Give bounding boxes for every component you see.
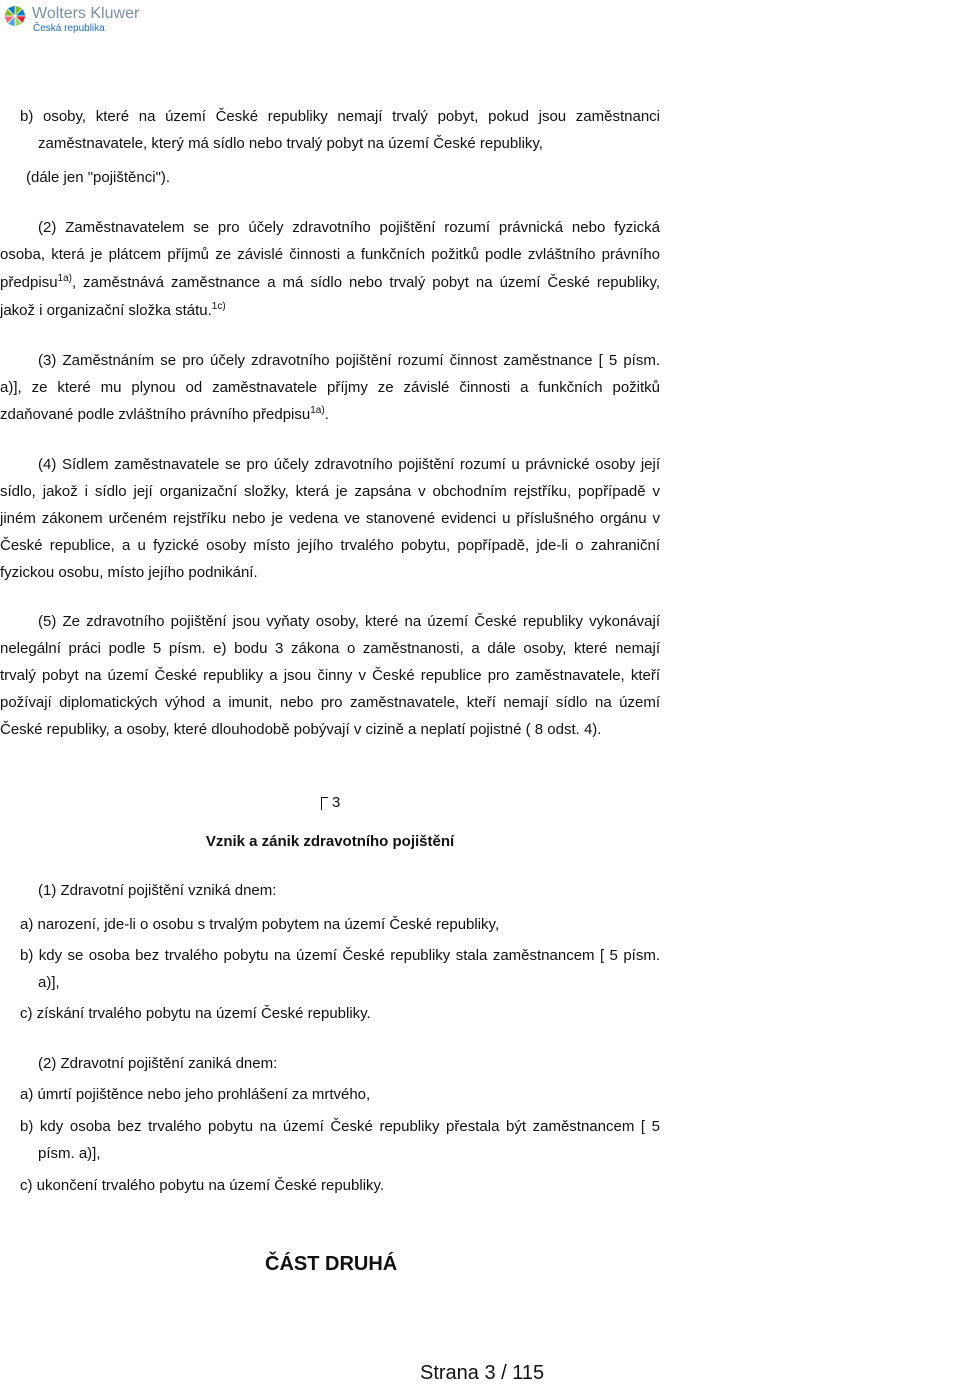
s3-par2-intro: (2) Zdravotní pojištění zaniká dnem: (38, 1055, 278, 1072)
s3-par2-item-c: c) ukončení trvalého pobytu na území České republiky. (20, 1177, 385, 1194)
par3-line-2: a)], ze které mu plynou od zaměstnavatele příjmy ze závislé činnosti a funkčních požitků (0, 379, 660, 396)
section-title: Vznik a zánik zdravotního pojištění (205, 833, 455, 850)
par3-line-3-text: zdaňované podle zvláštního právního předpisu (0, 406, 311, 423)
par1-item-b-line-2: zaměstnavatele, který má sídlo nebo trvalý pobyt na území České republiky, (38, 135, 543, 152)
par2-line-3-rest: , zaměstnává zaměstnance a má sídlo nebo trvalý pobyt na území České republiky, (72, 274, 660, 291)
par1-item-b-line-1: b) osoby, které na území České republiky nemají trvalý pobyt, pokud jsou zaměstnanci (20, 108, 660, 125)
par2-line-2: osoba, která je plátcem příjmů ze závislé činnosti a funkčních požitků podle zvláštního právního (0, 246, 660, 263)
logo-region-text: Česká republika (33, 23, 105, 34)
wolters-kluwer-logo (3, 2, 153, 36)
par4-line-2: sídlo, jakož i sídlo její organizační složky, která je zapsána v obchodním rejstříku, popřípadě v (0, 483, 660, 500)
s3-par1-item-c: c) získání trvalého pobytu na území České republiky. (20, 1005, 371, 1022)
part-heading: ČÁST DRUHÁ (265, 1253, 398, 1275)
page-indicator: Strana 3 / 115 (420, 1362, 545, 1384)
s3-par2-item-b-line-1: b) kdy osoba bez trvalého pobytu na území České republiky přestala být zaměstnancem [ 5 (20, 1118, 660, 1135)
footnote-ref-1a: 1a) (310, 405, 325, 416)
par5-line-4: požívají diplomatických výhod a imunit, nebo pro zaměstnavatele, kteří nemají sídlo na území (0, 694, 660, 711)
par3-line-1: (3) Zaměstnáním se pro účely zdravotního pojištění rozumí činnost zaměstnance [ 5 písm. (38, 352, 660, 369)
par3-line-3 (0, 406, 329, 424)
par5-line-5: České republiky, a osoby, které dlouhodobě pobývají v cizině a neplatí pojistné ( 8 odst. 4). (0, 721, 602, 738)
par4-line-5: fyzickou osobu, místo jejího podnikání. (0, 564, 258, 581)
logo-brand-text: Wolters Kluwer (32, 5, 140, 22)
par3-line-3-end: . (324, 406, 329, 423)
par2-line-4 (0, 302, 226, 320)
section-number: 3 (332, 794, 341, 811)
par4-line-1: (4) Sídlem zaměstnavatele se pro účely zdravotního pojištění rozumí u právnické osoby její (38, 456, 660, 473)
par5-line-2: nelegální práci podle 5 písm. e) bodu 3 zákona o zaměstnanosti, a dále osoby, které nemají (0, 640, 660, 657)
par5-line-1: (5) Ze zdravotního pojištění jsou vyňaty osoby, které na území České republiky vykonávají (38, 613, 660, 630)
s3-par1-intro: (1) Zdravotní pojištění vzniká dnem: (38, 882, 277, 899)
s3-par2-item-a: a) úmrtí pojištěnce nebo jeho prohlášení za mrtvého, (20, 1086, 371, 1103)
s3-par1-item-b-line-1: b) kdy se osoba bez trvalého pobytu na území České republiky stala zaměstnancem [ 5 písm. (20, 947, 660, 964)
par5-line-3: trvalý pobyt na území České republiky a jsou činny v České republice pro zaměstnavatele, kteří (0, 667, 660, 684)
par2-line-1: (2) Zaměstnavatelem se pro účely zdravotního pojištění rozumí právnická nebo fyzická (38, 219, 660, 236)
footnote-ref-1c: 1c) (211, 301, 226, 312)
s3-par2-item-b-line-2: písm. a)], (38, 1145, 101, 1162)
par2-line-4-text: jakož i organizační složka státu. (0, 302, 212, 319)
par4-line-4: České republice, a u fyzické osoby místo jejího trvalého pobytu, popřípadě, jde-li o zahraniční (0, 537, 660, 554)
par2-line-3 (0, 274, 660, 292)
s3-par1-item-a: a) narození, jde-li o osobu s trvalým pobytem na území České republiky, (20, 916, 500, 933)
footnote-ref-1a: 1a) (57, 273, 72, 284)
wolters-kluwer-logo-icon (3, 3, 27, 29)
par1-closing: (dále jen "pojištěnci"). (26, 169, 171, 186)
section-symbol-glyph (321, 797, 328, 810)
par4-line-3: jiném zákonem určeném rejstříku nebo je vedena ve stanovené evidenci u příslušného orgánu v (0, 510, 660, 527)
s3-par1-item-b-line-2: a)], (38, 974, 60, 991)
par2-line-3-text: předpisu (0, 274, 58, 291)
